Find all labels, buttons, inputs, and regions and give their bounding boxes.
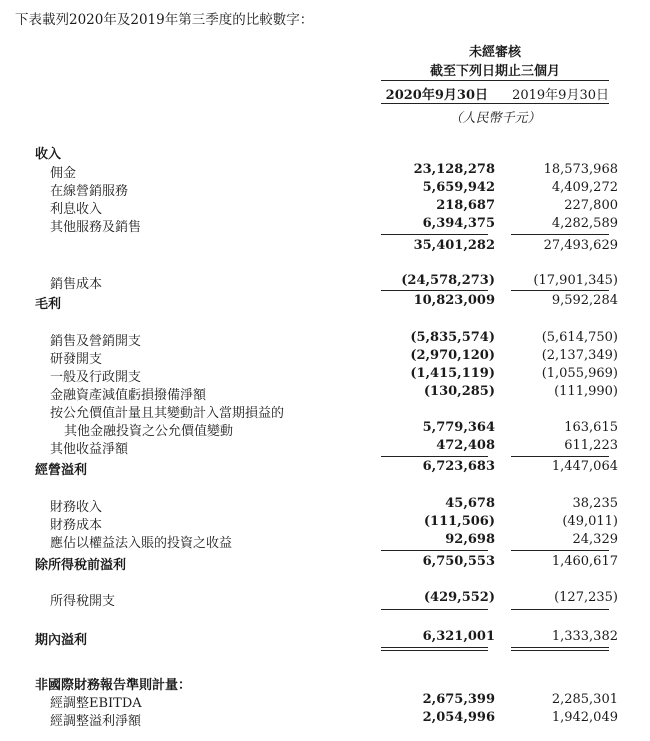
value-adjusted-ebitda-2019: 2,285,301 [551, 692, 618, 707]
rule-profit-2020 [381, 609, 488, 610]
value-rnd-expenses-2020: (2,970,120) [410, 348, 495, 363]
value-other-gains-2020: 472,408 [436, 438, 495, 453]
rule-profit-2019 [511, 609, 609, 610]
header-unit: （人民幣千元） [449, 111, 541, 126]
value-rnd-expenses-2019: (2,137,349) [541, 348, 618, 363]
label-finance-costs: 財務成本 [50, 518, 103, 533]
value-commission-2020: 23,128,278 [413, 162, 495, 177]
label-gross-profit: 毛利 [35, 297, 62, 312]
header-col-2019: 2019年9月30日 [512, 88, 609, 103]
label-revenue: 收入 [35, 147, 62, 162]
value-finance-costs-2020: (111,506) [423, 514, 495, 529]
header-rule-bottom [381, 103, 609, 104]
value-cost-of-sales-2020: (24,578,273) [401, 273, 495, 288]
value-fair-value-2020: 5,779,364 [422, 420, 495, 435]
value-selling-expenses-2020: (5,835,574) [410, 330, 495, 345]
header-col-2020: 2020年9月30日 [385, 88, 488, 103]
rule-operating-2019 [511, 456, 609, 457]
rule-revenue-2020 [381, 234, 488, 235]
value-profit-for-period-2019: 1,333,382 [551, 629, 618, 644]
value-income-tax-2019: (127,235) [554, 590, 618, 605]
value-equity-method-2020: 92,698 [445, 532, 495, 547]
label-profit-for-period: 期內溢利 [35, 633, 88, 648]
value-profit-before-tax-2019: 1,460,617 [551, 554, 618, 569]
label-impairment: 金融資產減值虧損撥備淨額 [50, 388, 207, 403]
value-profit-before-tax-2020: 6,750,553 [422, 554, 495, 569]
header-period: 截至下列日期止三個月 [429, 64, 560, 79]
rule-gross-2019 [511, 290, 609, 291]
label-operating-profit: 經營溢利 [35, 463, 88, 478]
value-finance-income-2019: 38,235 [572, 496, 618, 511]
label-finance-income: 財務收入 [50, 500, 103, 515]
value-equity-method-2019: 24,329 [572, 532, 618, 547]
value-online-marketing-2020: 5,659,942 [422, 180, 495, 195]
label-admin-expenses: 一般及行政開支 [50, 370, 142, 385]
label-commission: 佣金 [50, 166, 77, 181]
label-equity-method: 應佔以權益法入賬的投資之收益 [50, 536, 233, 551]
rule-revenue-2019 [511, 234, 609, 235]
value-admin-expenses-2019: (1,055,969) [541, 366, 618, 381]
value-cost-of-sales-2019: (17,901,345) [533, 273, 618, 288]
value-finance-income-2020: 45,678 [445, 496, 495, 511]
value-finance-costs-2019: (49,011) [562, 514, 618, 529]
value-adjusted-net-profit-2020: 2,054,996 [422, 710, 495, 725]
value-selling-expenses-2019: (5,614,750) [541, 330, 618, 345]
double-rule-2020 [381, 647, 488, 651]
value-income-tax-2020: (429,552) [423, 590, 495, 605]
intro-text: 下表載列2020年及2019年第三季度的比較數字： [15, 12, 314, 28]
value-admin-expenses-2020: (1,415,119) [410, 366, 495, 381]
value-revenue-total-2019: 27,493,629 [543, 238, 618, 253]
label-cost-of-sales: 銷售成本 [50, 277, 103, 292]
value-other-gains-2019: 611,223 [564, 438, 618, 453]
value-fair-value-2019: 163,615 [564, 420, 618, 435]
label-rnd-expenses: 研發開支 [50, 352, 103, 367]
label-fair-value-line1: 按公允價值計量且其變動計入當期損益的 [50, 406, 285, 421]
value-profit-for-period-2020: 6,321,001 [422, 629, 495, 644]
value-impairment-2019: (111,990) [554, 384, 618, 399]
label-income-tax: 所得稅開支 [50, 594, 116, 609]
value-operating-profit-2020: 6,723,683 [422, 459, 495, 474]
rule-gross-2020 [381, 290, 488, 291]
rule-operating-2020 [381, 456, 488, 457]
value-impairment-2020: (130,285) [423, 384, 495, 399]
value-adjusted-ebitda-2020: 2,675,399 [422, 692, 495, 707]
double-rule-2019 [511, 647, 609, 651]
label-interest-income: 利息收入 [50, 202, 103, 217]
rule-pretax-2020 [381, 550, 488, 551]
value-interest-income-2020: 218,687 [436, 198, 495, 213]
rule-pretax-2019 [511, 550, 609, 551]
value-gross-profit-2019: 9,592,284 [551, 293, 618, 308]
value-operating-profit-2019: 1,447,064 [551, 459, 618, 474]
header-unaudited: 未經審核 [468, 45, 521, 60]
label-other-services: 其他服務及銷售 [50, 220, 142, 235]
label-non-ifrs: 非國際財務報告準則計量： [35, 678, 192, 693]
value-other-services-2020: 6,394,375 [422, 216, 495, 231]
label-selling-expenses: 銷售及營銷開支 [50, 334, 142, 349]
value-other-services-2019: 4,282,589 [551, 216, 618, 231]
value-adjusted-net-profit-2019: 1,942,049 [551, 710, 618, 725]
value-gross-profit-2020: 10,823,009 [413, 293, 495, 308]
label-profit-before-tax: 除所得稅前溢利 [35, 558, 127, 573]
label-other-gains: 其他收益淨額 [50, 442, 129, 457]
value-commission-2019: 18,573,968 [543, 162, 618, 177]
value-online-marketing-2019: 4,409,272 [551, 180, 618, 195]
header-rule-top [381, 80, 609, 81]
label-adjusted-net-profit: 經調整溢利淨額 [50, 714, 142, 729]
label-adjusted-ebitda: 經調整EBITDA [50, 696, 142, 711]
label-online-marketing: 在線營銷服務 [50, 184, 129, 199]
label-fair-value-line2: 其他金融投資之公允價值變動 [64, 424, 234, 439]
value-revenue-total-2020: 35,401,282 [413, 238, 495, 253]
value-interest-income-2019: 227,800 [564, 198, 618, 213]
